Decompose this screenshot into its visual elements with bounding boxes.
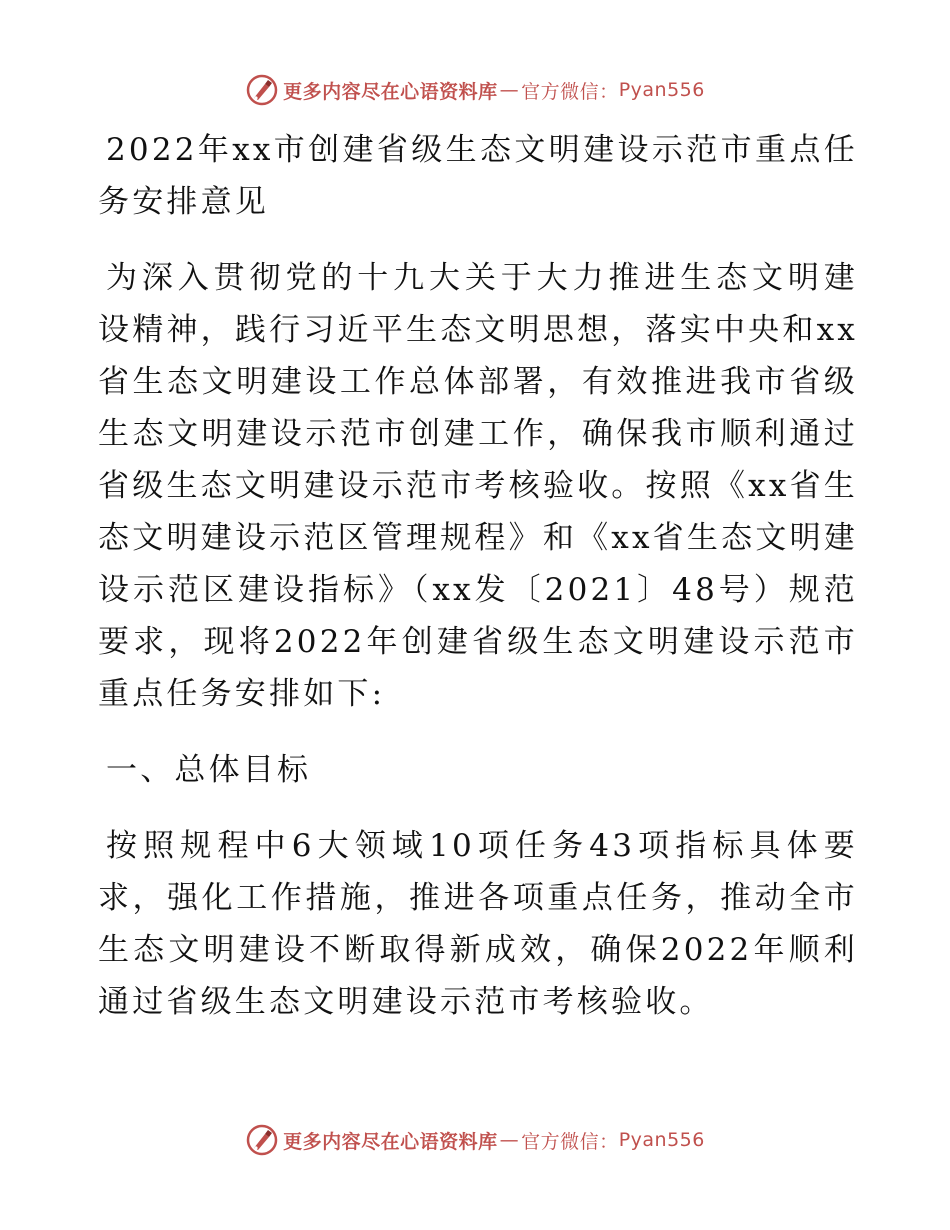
watermark-separator: — [499,1129,520,1151]
watermark-brand: 更多内容尽在心语资料库 [283,80,498,103]
section-heading-overall-goal: 一、总体目标 [106,752,312,788]
watermark-separator: — [499,79,520,101]
intro-paragraph: 为深入贯彻党的十九大关于大力推进生态文明建设精神，践行习近平生态文明思想，落实中央和xx省生态文明建设工作总体部署，有效推进我市省级生态文明建设示范市创建工作，确保我市顺利通过省级生态文明建设示范市考核验收。按照《xx省生态文明建设示范区管理规程》和《xx省生态文明建设示范区建设指标》（xx发〔2021〕48号）规范要求，现将2022年创建省级生态文明建设示范市重点任务安排如下: [98,260,858,712]
watermark-account: Pyan556 [618,1129,705,1151]
watermark-account: Pyan556 [618,79,705,101]
document-title: 2022年xx市创建省级生态文明建设示范市重点任务安排意见 [98,132,858,220]
section-paragraph-overall-goal: 按照规程中6大领域10项任务43项指标具体要求，强化工作措施，推进各项重点任务，推动全市生态文明建设不断取得新成效，确保2022年顺利通过省级生态文明建设示范市考核验收。 [98,828,858,1020]
pen-nib-logo-icon [245,73,279,107]
watermark-banner-bottom [0,1120,950,1160]
pen-nib-logo-icon [245,1123,279,1157]
watermark-banner-top [0,70,950,110]
watermark-channel: 官方微信： [521,80,619,103]
watermark-brand: 更多内容尽在心语资料库 [283,1130,498,1153]
document-body [98,124,858,1052]
watermark-channel: 官方微信： [521,1130,619,1153]
